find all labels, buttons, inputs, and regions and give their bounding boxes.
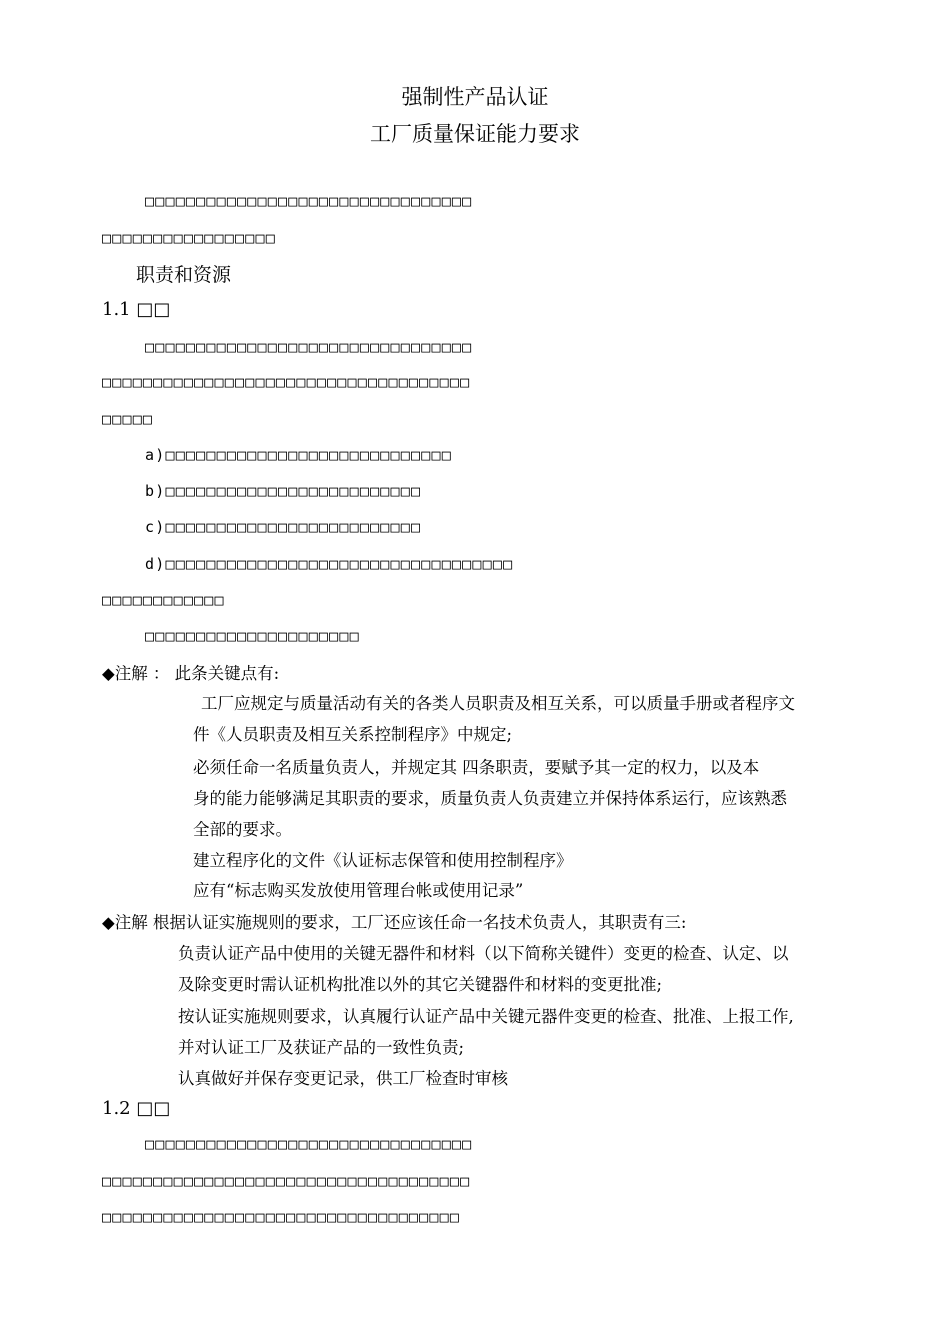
s12-paragraph-line-1: □□□□□□□□□□□□□□□□□□□□□□□□□□□□□□□□ [145,1135,473,1153]
note-1-line-7: 应有“标志购买发放使用管理台帐或使用记录” [193,881,524,900]
intro-line-2: □□□□□□□□□□□□□□□□□ [102,229,276,247]
s11-paragraph-line-3: □□□□□ [102,410,154,428]
s11-paragraph-line-1: □□□□□□□□□□□□□□□□□□□□□□□□□□□□□□□□ [145,338,473,356]
intro-line-1: □□□□□□□□□□□□□□□□□□□□□□□□□□□□□□□□ [145,192,473,210]
s11-paragraph-line-2: □□□□□□□□□□□□□□□□□□□□□□□□□□□□□□□□□□□□ [102,373,471,391]
note-1-line-6: 建立程序化的文件《认证标志保管和使用控制程序》 [193,851,573,870]
list-item-a: a)□□□□□□□□□□□□□□□□□□□□□□□□□□□□ [145,446,452,464]
list-item-d-continuation: □□□□□□□□□□□□ [102,591,225,609]
note-2-line-4: 并对认证工厂及获证产品的一致性负责; [178,1038,465,1057]
doc-title-line1: 强制性产品认证 [401,85,549,109]
note-1-line-5: 全部的要求。 [193,820,292,839]
list-item-c: c)□□□□□□□□□□□□□□□□□□□□□□□□□ [145,518,422,536]
note-2-line-2: 及除变更时需认证机构批准以外的其它关键器件和材料的变更批准; [178,975,663,994]
s12-paragraph-line-2: □□□□□□□□□□□□□□□□□□□□□□□□□□□□□□□□□□□□ [102,1172,471,1190]
note-2-line-5: 认真做好并保存变更记录，供工厂检查时审核 [178,1069,508,1088]
note-2-line-1: 负责认证产品中使用的关键无器件和材料（以下简称关键件）变更的检查、认定、以 [178,944,789,963]
note-2-label: ◆注解 根据认证实施规则的要求，工厂还应该任命一名技术负责人，其职责有三: [102,913,687,932]
note-1-label: ◆注解 ： 此条关键点有: [102,664,280,683]
section-heading: 职责和资源 [136,264,232,286]
note-1-line-4: 身的能力能够满足其职责的要求，质量负责人负责建立并保持体系运行，应该熟悉 [193,789,787,808]
list-item-d: d)□□□□□□□□□□□□□□□□□□□□□□□□□□□□□□□□□□ [145,555,514,573]
doc-title-line2: 工厂质量保证能力要求 [370,122,580,146]
note-1-line-2: 件《人员职责及相互关系控制程序》中规定; [193,725,513,744]
list-item-b: b)□□□□□□□□□□□□□□□□□□□□□□□□□ [145,482,422,500]
section-1-2-label: 1.2 □□ [102,1098,171,1119]
note-1-line-3: 必须任命一名质量负责人，并规定其 四条职责，要赋予其一定的权力，以及本 [193,758,760,777]
note-2-line-3: 按认证实施规则要求，认真履行认证产品中关键元器件变更的检查、批准、上报工作, [178,1007,794,1026]
s12-paragraph-line-3: □□□□□□□□□□□□□□□□□□□□□□□□□□□□□□□□□□□ [102,1208,461,1226]
section-1-1-label: 1.1 □□ [102,299,171,320]
s11-tail-line: □□□□□□□□□□□□□□□□□□□□□ [145,627,360,645]
note-1-line-1: 工厂应规定与质量活动有关的各类人员职责及相互关系，可以质量手册或者程序文 [201,694,795,713]
